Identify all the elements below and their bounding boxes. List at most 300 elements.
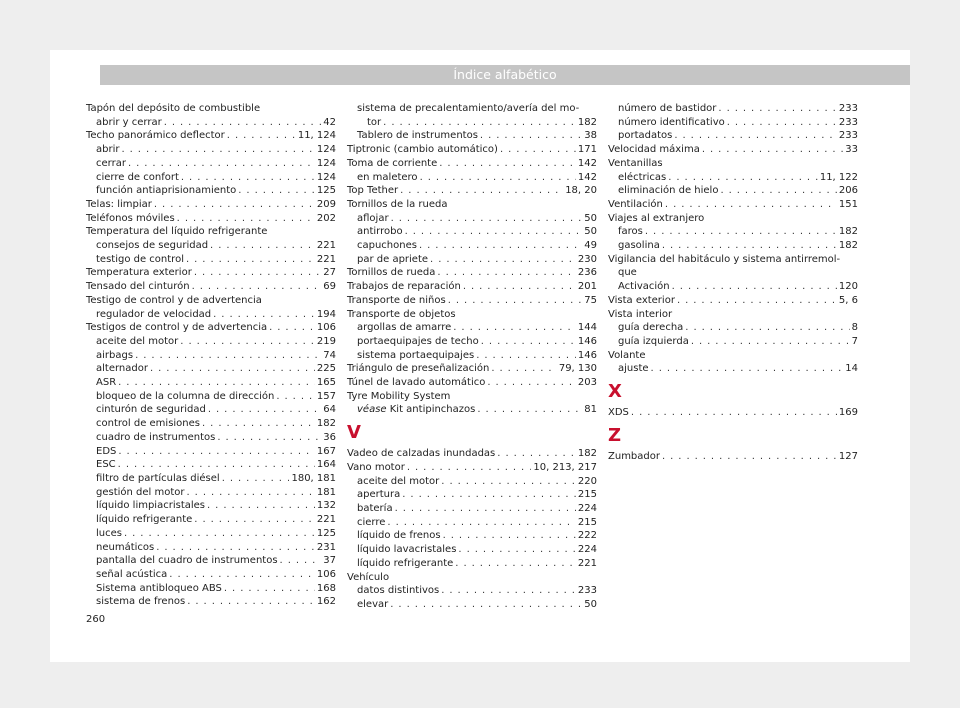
entry-term: Vadeo de calzadas inundadas [347,448,496,460]
dot-leader [387,516,575,530]
index-entry [86,239,336,253]
entry-page-ref: 8 [851,322,858,334]
entry-term: Top Tether [347,185,399,197]
index-entry [347,403,597,417]
entry-page-ref: 81 [584,404,597,416]
entry-term: batería [357,502,393,514]
entry-term: Triángulo de preseñalización [347,363,490,375]
entry-term: Vigilancia del habitáculo y sistema antirremol- [608,253,841,265]
entry-term: líquido refrigerante [357,557,454,569]
entry-term: Ventanillas [608,157,663,169]
index-entry [347,335,597,349]
dot-leader [154,198,315,212]
dot-leader [662,239,837,253]
index-entry [347,143,597,157]
entry-term: bloqueo de la columna de dirección [96,390,275,402]
index-entry [347,212,597,226]
index-entry [608,406,858,420]
entry-page-ref: 64 [323,404,336,416]
entry-page-ref: 221 [577,557,597,569]
dot-leader [180,335,315,349]
entry-page-ref: 169 [838,407,858,419]
index-entry [347,157,597,171]
entry-page-ref: 106 [316,322,336,334]
dot-leader [187,595,315,609]
entry-page-ref: 168 [316,582,336,594]
entry-page-ref: 180, 181 [291,472,336,484]
entry-page-ref: 127 [838,450,858,462]
dot-leader [192,280,322,294]
entry-page-ref: 38 [584,130,597,142]
entry-term: cuadro de instrumentos [96,431,216,443]
entry-term: sistema de frenos [96,596,186,608]
entry-term: ASR [96,377,117,389]
dot-leader [419,239,582,253]
entry-page-ref: 221 [316,240,336,252]
entry-page-ref: 215 [577,489,597,501]
index-entry [86,280,336,294]
entry-page-ref: 144 [577,322,597,334]
index-entry [347,461,597,475]
entry-page-ref: 222 [577,530,597,542]
dot-leader [702,143,843,157]
dot-leader [437,266,576,280]
dot-leader [441,584,576,598]
entry-term: sistema portaequipajes [357,349,475,361]
index-entry [86,157,336,171]
entry-page-ref: 182 [577,116,597,128]
entry-term: cierre de confort [96,171,179,183]
entry-term: Túnel de lavado automático [347,377,486,389]
index-entry [608,184,858,198]
dot-leader [718,102,837,116]
entry-term: Tablero de instrumentos [357,130,478,142]
index-entry [608,349,858,363]
dot-leader [677,294,837,308]
entry-term: cinturón de seguridad [96,404,206,416]
index-entry [347,376,597,390]
dot-leader [672,280,837,294]
index-entry [608,129,858,143]
entry-term: Trabajos de reparación [347,281,461,293]
index-entry [86,582,336,596]
dot-leader [402,488,576,502]
entry-page-ref: 50 [584,226,597,238]
dot-leader [194,513,315,527]
entry-term: guía derecha [618,322,684,334]
entry-page-ref: 18, 20 [565,185,597,197]
index-entry [86,499,336,513]
dot-leader [405,225,583,239]
dot-leader [135,349,321,363]
entry-page-ref: 75 [584,294,597,306]
entry-term: cierre [357,516,386,528]
dot-leader [443,529,576,543]
dot-leader [497,447,576,461]
entry-page-ref: 10, 213, 217 [533,461,597,473]
entry-page-ref: 194 [316,308,336,320]
index-entry [86,376,336,390]
entry-term: luces [96,527,122,539]
entry-term: consejos de seguridad [96,240,209,252]
entry-page-ref: 7 [851,335,858,347]
entry-page-ref: 162 [316,596,336,608]
entry-term: datos distintivos [357,585,440,597]
entry-page-ref: 224 [577,502,597,514]
entry-page-ref: 151 [838,198,858,210]
entry-page-ref: 236 [577,267,597,279]
entry-term: Vista interior [608,308,673,320]
index-entry [86,253,336,267]
dot-leader [491,362,557,376]
entry-term: Tapón del depósito de combustible [86,103,261,114]
index-entry [608,308,858,322]
index-entry [86,472,336,486]
entry-page-ref: 165 [316,377,336,389]
index-entry [608,362,858,376]
dot-leader [118,458,315,472]
index-entry [347,239,597,253]
dot-leader [662,450,837,464]
entry-term: Temperatura del líquido refrigerante [86,226,268,238]
entry-term: Tornillos de rueda [347,267,436,279]
index-entry [347,102,597,116]
entry-term: Vista exterior [608,294,675,306]
entry-page-ref: 50 [584,598,597,610]
entry-page-ref: 124 [316,157,336,169]
dot-leader [169,568,315,582]
entry-term: Vehículo [347,571,390,583]
index-entry [608,321,858,335]
index-entry [347,116,597,130]
entry-term: que [618,267,637,279]
entry-term: Techo panorámico deflector [86,130,225,142]
entry-term: pantalla del cuadro de instrumentos [96,555,278,567]
entry-page-ref: 69 [323,281,336,293]
index-entry [347,447,597,461]
entry-page-ref: 201 [577,281,597,293]
entry-page-ref: 230 [577,253,597,265]
entry-page-ref: 202 [316,212,336,224]
index-entry [86,445,336,459]
entry-term: número identificativo [618,116,725,128]
dot-leader [238,184,315,198]
dot-leader [187,486,315,500]
index-letter-heading: V [347,422,361,444]
entry-term: capuchones [357,240,417,252]
dot-leader [224,582,315,596]
entry-page-ref: 206 [838,185,858,197]
entry-term: Testigo de control y de advertencia [86,294,262,306]
index-entry [86,308,336,322]
entry-term: líquido lavacristales [357,544,457,556]
index-entry [86,102,336,116]
index-entry [86,349,336,363]
dot-leader [227,129,296,143]
dot-leader [674,129,837,143]
entry-page-ref: 146 [577,349,597,361]
dot-leader [727,116,837,130]
dot-leader [500,143,576,157]
dot-leader [128,157,315,171]
dot-leader [118,445,315,459]
entry-page-ref: 167 [316,445,336,457]
entry-term: sistema de precalentamiento/avería del mo- [357,103,580,114]
index-entry [347,184,597,198]
index-letter-heading: X [608,381,622,403]
index-entry [608,157,858,171]
entry-term: abrir [96,144,120,156]
dot-leader [448,294,583,308]
entry-term: regulador de velocidad [96,308,212,320]
dot-leader [210,239,315,253]
index-column-2 [347,102,597,612]
dot-leader [407,461,532,475]
index-entry [347,390,597,404]
index-entry [347,266,597,280]
entry-term: faros [618,226,643,238]
index-entry [86,390,336,404]
entry-term: alternador [96,363,148,375]
dot-leader [207,499,315,513]
entry-page-ref: 33 [845,144,858,156]
index-entry [608,198,858,212]
dot-leader [121,143,314,157]
index-entry [347,129,597,143]
dot-leader [217,431,321,445]
document-page [50,50,910,662]
index-entry [347,488,597,502]
entry-term: Sistema antibloqueo ABS [96,582,222,594]
entry-term: guía izquierda [618,335,689,347]
entry-page-ref: 209 [316,198,336,210]
entry-term: Viajes al extranjero [608,212,705,224]
entry-term: líquido de frenos [357,530,441,542]
index-entry [86,198,336,212]
entry-page-ref: 37 [323,555,336,567]
index-entry [608,335,858,349]
dot-leader [651,362,844,376]
entry-page-ref: 224 [577,544,597,556]
index-entry [86,225,336,239]
dot-leader [390,598,582,612]
entry-term: Telas: limpiar [86,198,152,210]
index-entry [608,171,858,185]
entry-term: ajuste [618,363,649,375]
index-entry [347,598,597,612]
entry-page-ref: 50 [584,212,597,224]
entry-term: argollas de amarre [357,322,452,334]
index-entry [347,475,597,489]
dot-leader [441,475,576,489]
dot-leader [463,280,576,294]
index-entry [608,212,858,226]
index-entry [86,184,336,198]
entry-page-ref: 49 [584,240,597,252]
entry-term: Temperatura exterior [86,267,192,279]
entry-page-ref: 233 [838,116,858,128]
entry-term: Ventilación [608,198,663,210]
entry-page-ref: 215 [577,516,597,528]
index-entry [347,571,597,585]
index-entry [86,541,336,555]
entry-page-ref: 221 [316,514,336,526]
index-entry [86,129,336,143]
entry-page-ref: 11, 122 [819,171,858,183]
index-entry [86,486,336,500]
entry-page-ref: 142 [577,171,597,183]
dot-leader [395,502,576,516]
dot-leader [645,225,837,239]
dot-leader [156,541,315,555]
dot-leader [420,171,576,185]
index-entry [86,171,336,185]
index-entry [347,225,597,239]
entry-term: cerrar [96,157,126,169]
entry-term: filtro de partículas diésel [96,472,220,484]
dot-leader [202,417,315,431]
index-entry [608,253,858,267]
index-column-3 [608,102,858,463]
entry-page-ref: 14 [845,363,858,375]
entry-term: Vano motor [347,461,405,473]
entry-page-ref: 11, 124 [297,130,336,142]
dot-leader [685,321,849,335]
entry-page-ref: 219 [316,335,336,347]
entry-page-ref: 36 [323,431,336,443]
index-entry [347,543,597,557]
dot-leader [487,376,576,390]
entry-page-ref: 231 [316,541,336,553]
index-entry [608,225,858,239]
index-entry [347,529,597,543]
dot-leader [181,171,315,185]
entry-page-ref: 182 [577,448,597,460]
entry-page-ref: 5, 6 [838,294,858,306]
entry-term: aceite del motor [96,335,179,347]
dot-leader [720,184,836,198]
index-entry [86,513,336,527]
entry-page-ref: 233 [838,103,858,114]
dot-leader [631,406,837,420]
entry-term: líquido refrigerante [96,514,193,526]
entry-page-ref: 182 [838,226,858,238]
page-title: Índice alfabético [100,65,910,85]
index-entry [347,253,597,267]
dot-leader [439,157,576,171]
entry-page-ref: 146 [577,335,597,347]
dot-leader [691,335,850,349]
dot-leader [186,253,315,267]
entry-term: Testigos de control y de advertencia [86,322,268,334]
entry-term: véase Kit antipinchazos [357,404,476,416]
index-letter-heading: Z [608,424,622,446]
dot-leader [150,362,315,376]
entry-page-ref: 157 [316,390,336,402]
entry-term: Activación [618,281,670,293]
dot-leader [481,335,576,349]
dot-leader [208,403,321,417]
dot-leader [124,527,315,541]
entry-term: eléctricas [618,171,667,183]
index-entry [608,116,858,130]
index-entry [86,362,336,376]
entry-term: abrir y cerrar [96,116,162,128]
index-entry [347,294,597,308]
dot-leader [665,198,837,212]
entry-term: aceite del motor [357,475,440,487]
dot-leader [118,376,315,390]
entry-term: eliminación de hielo [618,185,719,197]
dot-leader [222,472,290,486]
entry-term: elevar [357,598,389,610]
entry-page-ref: 182 [838,240,858,252]
index-entry [608,294,858,308]
dot-leader [455,557,576,571]
dot-leader [164,116,322,130]
entry-page-ref: 182 [316,418,336,430]
entry-term: portadatos [618,130,673,142]
entry-term: portaequipajes de techo [357,335,479,347]
index-entry [86,568,336,582]
index-entry [347,502,597,516]
entry-term: control de emisiones [96,418,200,430]
index-entry [86,458,336,472]
entry-page-ref: 233 [577,585,597,597]
entry-page-ref: 79, 130 [558,363,597,375]
entry-page-ref: 125 [316,185,336,197]
entry-term: función antiaprisionamiento [96,185,237,197]
index-entry [608,143,858,157]
entry-term: testigo de control [96,253,184,265]
entry-term: Tiptronic (cambio automático) [347,144,498,156]
index-entry [608,102,858,116]
index-entry [347,198,597,212]
index-entry [86,417,336,431]
dot-leader [477,403,582,417]
entry-page-ref: 181 [316,486,336,498]
entry-term: Transporte de objetos [347,308,456,320]
entry-term: Teléfonos móviles [86,212,175,224]
index-entry [86,294,336,308]
entry-page-ref: 124 [316,171,336,183]
dot-leader [383,116,576,130]
index-entry [608,450,858,464]
entry-page-ref: 142 [577,157,597,169]
entry-page-ref: 203 [577,377,597,389]
index-entry [86,116,336,130]
entry-term: aflojar [357,212,389,224]
entry-term: en maletero [357,171,418,183]
entry-term: Toma de corriente [347,157,438,169]
entry-term: par de apriete [357,253,429,265]
index-entry [347,280,597,294]
entry-term: neumáticos [96,541,155,553]
dot-leader [458,543,576,557]
index-entry [86,143,336,157]
index-entry [86,266,336,280]
index-entry [86,595,336,609]
entry-page-ref: 106 [316,568,336,580]
index-entry [347,349,597,363]
entry-page-ref: 42 [323,116,336,128]
dot-leader [269,321,315,335]
index-entry [86,212,336,226]
entry-term: Zumbador [608,450,660,462]
entry-page-ref: 164 [316,459,336,471]
index-entry [86,527,336,541]
entry-term: ESC [96,459,116,471]
